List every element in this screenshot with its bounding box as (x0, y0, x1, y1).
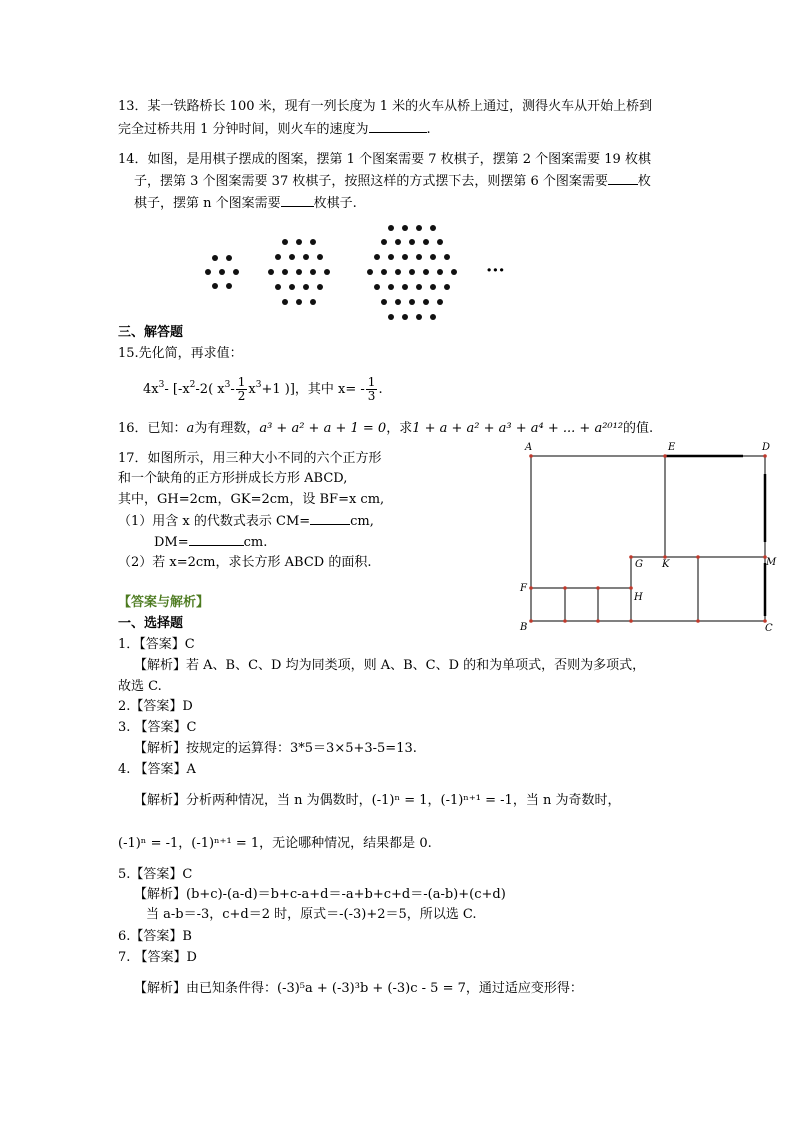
section-1-heading: 一、选择题 (118, 616, 184, 631)
q16-line: 16．已知：a为有理数，a³ + a² + a + 1 = 0，求1 + a + a² + a³ + a⁴ + ... + a²⁰¹²的值. (118, 421, 654, 436)
q14-blank-6[interactable] (608, 172, 638, 185)
label-C: C (765, 623, 773, 634)
label-D: D (762, 442, 771, 453)
answer-3: 3. 【答案】C (118, 720, 197, 735)
label-G: G (635, 559, 643, 570)
explanation-5-cont: 当 a-b＝-3，c+d＝2 时，原式＝-(-3)+2＝5，所以选 C. (146, 907, 477, 922)
pattern-1 (205, 255, 239, 289)
q17-line5: DM= cm. (154, 535, 268, 550)
label-F: F (520, 583, 527, 594)
explanation-3: 【解析】按规定的运算得：3*5＝3×5+3-5=13. (134, 741, 417, 756)
pattern-2 (268, 239, 330, 305)
explanation-4: 【解析】分析两种情况，当 n 为偶数时，(-1)ⁿ = 1，(-1)ⁿ⁺¹ = -1，当 n 为奇数时， (134, 793, 621, 808)
q13-answer-blank[interactable] (369, 120, 427, 133)
answer-6: 6.【答案】B (118, 929, 192, 944)
rectangle-abcd-figure (515, 438, 785, 638)
q14-line1: 14．如图，是用棋子摆成的图案，摆第 1 个图案需要 7 枚棋子，摆第 2 个图案需要 19 枚棋 (118, 152, 651, 167)
label-A: A (525, 442, 533, 453)
label-H: H (634, 592, 643, 603)
q14-blank-n[interactable] (281, 194, 314, 207)
answer-5: 5.【答案】C (118, 867, 193, 882)
q17-line1: 17．如图所示，用三种大小不同的六个正方形 (118, 451, 382, 466)
answers-heading: 【答案与解析】 (118, 595, 210, 610)
explanation-1-cont: 故选 C. (118, 679, 162, 694)
label-E: E (668, 442, 676, 453)
explanation-4-cont: (-1)ⁿ = -1，(-1)ⁿ⁺¹ = 1，无论哪种情况，结果都是 0. (118, 836, 432, 851)
answer-4: 4. 【答案】A (118, 762, 196, 777)
pattern-3 (367, 225, 457, 320)
q14-line2: 子，摆第 3 个图案需要 37 枚棋子，按照这样的方式摆下去，则摆第 6 个图案需要 枚 (134, 174, 651, 189)
fraction-one-third: $\frac{1}{3}$ (367, 375, 376, 403)
q17-blank-cm[interactable] (310, 512, 350, 525)
label-M: M (766, 557, 777, 568)
explanation-7: 【解析】由已知条件得：(-3)⁵a + (-3)³b + (-3)c - 5 = 7，通过适应变形得： (134, 981, 583, 996)
q17-line6: （2）若 x=2cm，求长方形 ABCD 的面积. (118, 555, 372, 570)
q17-line4: （1）用含 x 的代数式表示 CM= cm, (118, 514, 374, 529)
explanation-1: 【解析】若 A、B、C、D 均为同类项，则 A、B、C、D 的和为单项式，否则为多项式， (134, 658, 646, 673)
chess-pattern-figure (195, 220, 525, 330)
q15-expression: $4x^3-$ [$-x^2-2$( $x^3-$ $\frac{1}{2}$ $x^3+1$ )]，其中 x= - $\frac{1}{3}$ . (143, 375, 383, 403)
section-3-heading: 三、解答题 (118, 325, 184, 340)
label-K: K (662, 559, 670, 570)
explanation-5: 【解析】(b+c)-(a-d)＝b+c-a+d＝-a+b+c+d＝-(a-b)+(c+d) (134, 887, 506, 902)
q13-line2: 完全过桥共用 1 分钟时间，则火车的速度为 . (118, 122, 431, 137)
q17-line3: 其中，GH=2cm，GK=2cm，设 BF=x cm, (118, 492, 385, 507)
q14-line3: 棋子，摆第 n 个图案需要 枚棋子. (134, 196, 357, 211)
answer-7: 7. 【答案】D (118, 950, 197, 965)
fraction-one-half: $\frac{1}{2}$ (237, 375, 246, 403)
answer-1: 1．【答案】C (118, 637, 195, 652)
q13-line1: 13．某一铁路桥长 100 米，现有一列长度为 1 米的火车从桥上通过，测得火车从开始上桥到 (118, 99, 653, 114)
q15-line1: 15.先化简，再求值： (118, 346, 243, 361)
q17-line2: 和一个缺角的正方形拼成长方形 ABCD, (118, 471, 348, 486)
answer-2: 2.【答案】D (118, 699, 193, 714)
q17-blank-dm[interactable] (189, 533, 244, 546)
pattern-ellipsis: ··· (486, 260, 505, 281)
label-B: B (520, 622, 528, 633)
